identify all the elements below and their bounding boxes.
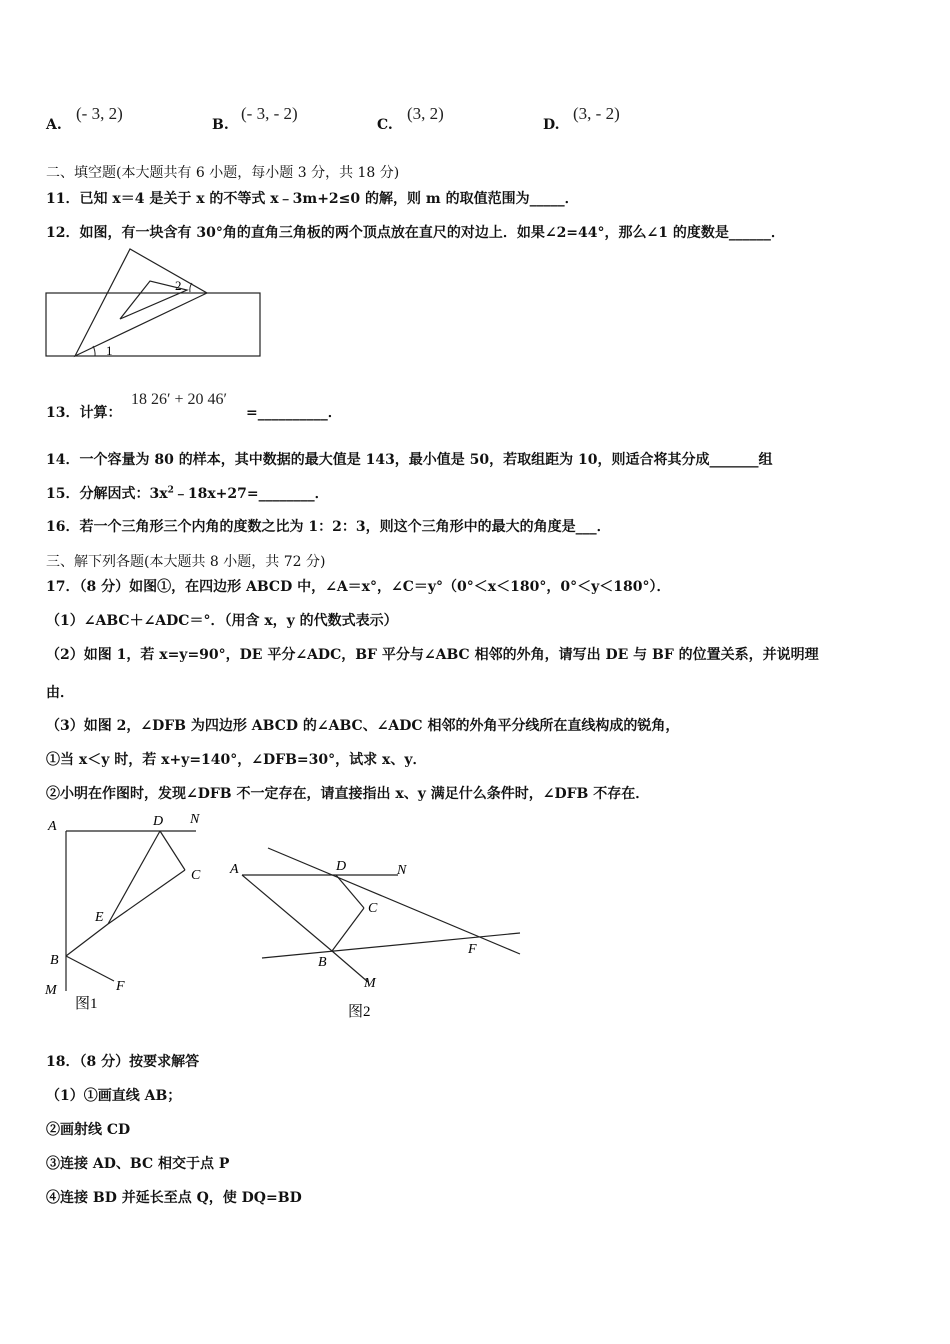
fig2-line-BF bbox=[262, 933, 520, 958]
question-17-head: 17．（8 分）如图①，在四边形 ABCD 中，∠A＝x°，∠C＝y°（0°＜x＜180°，0°＜y＜180°）． bbox=[46, 579, 671, 595]
option-a-value: (- 3, 2) bbox=[76, 104, 123, 123]
triangle-outer bbox=[75, 249, 207, 356]
question-11: 11．已知 x＝4 是关于 x 的不等式 x﹣3m+2≤0 的解，则 m 的取值范围为_____． bbox=[46, 191, 579, 207]
fig1-line-DC bbox=[160, 831, 185, 870]
question-15-suffix: ﹣18x+27=________． bbox=[173, 486, 329, 502]
question-13-prefix: 13．计算： bbox=[46, 405, 122, 421]
question-18-step4: ④连接 BD 并延长至点 Q，使 DQ=BD bbox=[46, 1190, 302, 1206]
angle-2-arc bbox=[190, 283, 192, 292]
fig1-line-CB bbox=[108, 870, 185, 924]
section2-title: 二、填空题(本大题共有 6 小题，每小题 3 分，共 18 分) bbox=[46, 165, 400, 181]
figure-2 bbox=[228, 838, 528, 1028]
option-b-letter: B. bbox=[212, 117, 229, 133]
fig1-label-N: N bbox=[190, 812, 200, 827]
fig2-line-BM bbox=[332, 951, 368, 982]
fig2-line-DC bbox=[336, 875, 364, 908]
fig2-label-F: F bbox=[468, 942, 477, 957]
fig2-label-N: N bbox=[397, 863, 407, 878]
angle-1-label: 1 bbox=[106, 343, 113, 358]
ruler-shape bbox=[46, 293, 260, 356]
question-13-expression: 18 26′ + 20 46′ bbox=[131, 391, 228, 408]
fig1-label-M: M bbox=[45, 983, 57, 998]
question-18-step1: （1）①画直线 AB； bbox=[46, 1088, 182, 1104]
question-17-part2-cont: 由． bbox=[46, 685, 74, 701]
fig2-label-M: M bbox=[364, 976, 376, 991]
question-15-prefix: 15．分解因式：3x bbox=[46, 486, 168, 502]
fig1-line-BF bbox=[66, 956, 114, 981]
section3-title: 三、解下列各题(本大题共 8 小题，共 72 分) bbox=[46, 554, 326, 570]
question-17-part3-b: ②小明在作图时，发现∠DFB 不一定存在，请直接指出 x、y 满足什么条件时，∠DFB 不存在． bbox=[46, 786, 650, 802]
option-d-letter: D. bbox=[543, 117, 560, 133]
question-18-head: 18．（8 分）按要求解答 bbox=[46, 1054, 200, 1070]
option-a-letter: A. bbox=[46, 117, 62, 133]
question-15-superscript: 2 bbox=[167, 485, 174, 496]
angle-2-label: 2 bbox=[175, 278, 182, 293]
fig2-label-A: A bbox=[230, 862, 239, 877]
fig1-line-DE bbox=[108, 831, 160, 924]
option-c-letter: C. bbox=[377, 117, 393, 133]
fig2-caption: 图2 bbox=[348, 1004, 371, 1020]
fig1-label-F: F bbox=[116, 979, 125, 994]
question-17-part2: （2）如图 1，若 x=y=90°，DE 平分∠ADC，BF 平分与∠ABC 相邻的外角，请写出 DE 与 BF 的位置关系，并说明理 bbox=[46, 647, 819, 663]
question-17-part3: （3）如图 2，∠DFB 为四边形 ABCD 的∠ABC、∠ADC 相邻的外角平分线所在直线构成的锐角， bbox=[46, 718, 680, 734]
figure-1 bbox=[40, 806, 220, 1026]
question-18-step3: ③连接 AD、BC 相交于点 P bbox=[46, 1156, 230, 1172]
ruler-triangle-figure bbox=[40, 245, 270, 363]
question-12: 12．如图，有一块含有 30°角的直角三角板的两个顶点放在直尺的对边上．如果∠2=44°，那么∠1 的度数是______． bbox=[46, 225, 785, 241]
fig1-label-C: C bbox=[191, 868, 201, 883]
question-18-step2: ②画射线 CD bbox=[46, 1122, 131, 1138]
question-17-part1: （1）∠ABC＋∠ADC＝°．（用含 x，y 的代数式表示） bbox=[46, 613, 398, 629]
fig1-label-B: B bbox=[50, 953, 59, 968]
fig2-line-AB bbox=[242, 875, 332, 951]
question-15 bbox=[46, 483, 329, 503]
fig1-label-A: A bbox=[48, 819, 57, 834]
fig2-label-B: B bbox=[318, 955, 327, 970]
option-c-value: (3, 2) bbox=[407, 104, 444, 123]
fig1-caption: 图1 bbox=[75, 996, 98, 1012]
option-b-value: (- 3, - 2) bbox=[241, 104, 298, 123]
fig2-line-DF bbox=[268, 848, 520, 954]
fig2-label-C: C bbox=[368, 901, 378, 916]
question-16: 16．若一个三角形三个内角的度数之比为 1：2：3，则这个三角形中的最大的角度是___． bbox=[46, 519, 611, 535]
option-d-value: (3, - 2) bbox=[573, 104, 620, 123]
question-14: 14．一个容量为 80 的样本，其中数据的最大值是 143，最小值是 50，若取组距为 10，则适合将其分成_______组 bbox=[46, 452, 773, 468]
fig2-line-CB bbox=[332, 908, 364, 951]
fig1-label-D: D bbox=[153, 814, 164, 829]
question-17-part3-a: ①当 x＜y 时，若 x+y=140°，∠DFB=30°，试求 x、y． bbox=[46, 752, 427, 768]
question-13-suffix: =__________． bbox=[246, 405, 342, 421]
fig1-line-EB bbox=[66, 924, 108, 956]
angle-1-arc bbox=[93, 346, 95, 356]
fig2-label-D: D bbox=[336, 859, 347, 874]
fig1-label-E: E bbox=[95, 910, 104, 925]
